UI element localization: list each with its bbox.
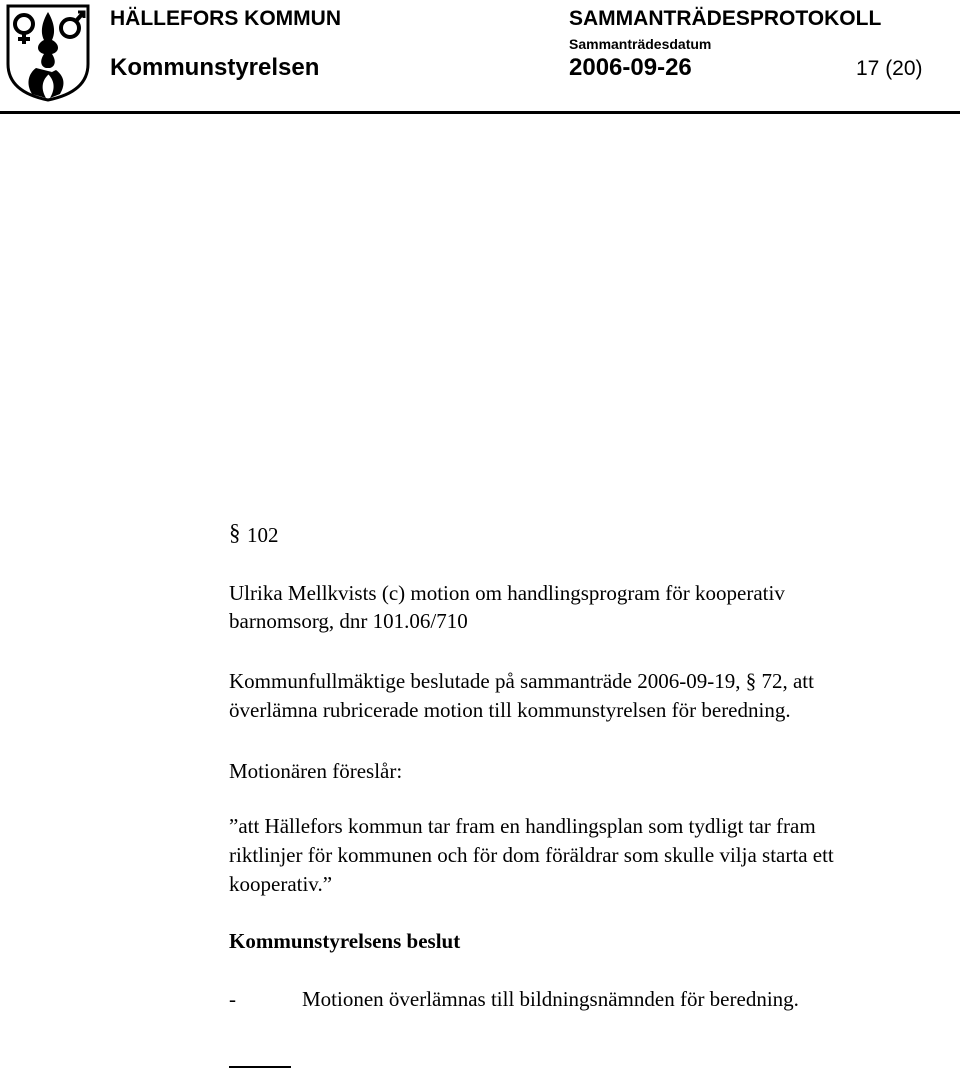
page-number: 17 (20) — [856, 57, 923, 80]
end-rule — [229, 1066, 291, 1068]
organization-name: HÄLLEFORS KOMMUN — [110, 7, 341, 30]
paragraph-sign: § — [229, 520, 241, 545]
municipal-coat-of-arms-logo — [6, 4, 90, 102]
committee-name: Kommunstyrelsen — [110, 54, 320, 81]
header-divider — [0, 111, 960, 114]
decision-heading: Kommunstyrelsens beslut — [229, 929, 461, 953]
background-text-before: Kommunfullmäktige beslutade på sammanträde 2006-09-19, — [229, 669, 741, 693]
item-title-line-1: Ulrika Mellkvists (c) motion om handlingsprogram för kooperativ — [229, 581, 785, 605]
meeting-date-label: Sammanträdesdatum — [569, 36, 712, 52]
proposal-quote-line-3: kooperativ.” — [229, 872, 333, 896]
background-paragraph-line-1 — [229, 668, 814, 695]
meeting-date: 2006-09-26 — [569, 54, 692, 81]
proposal-quote-line-1: ”att Hällefors kommun tar fram en handlingsplan som tydligt tar fram — [229, 814, 816, 838]
paragraph-number: 102 — [247, 523, 279, 547]
paragraph-sign-inline: § — [745, 669, 757, 693]
proposal-intro: Motionären föreslår: — [229, 759, 403, 783]
document-type: SAMMANTRÄDESPROTOKOLL — [569, 7, 882, 30]
background-paragraph-line-2: överlämna rubricerade motion till kommunstyrelsen för beredning. — [229, 698, 791, 722]
decision-bullet: - — [229, 987, 236, 1011]
proposal-quote-line-2: riktlinjer för kommunen och för dom föräldrar som skulle vilja starta ett — [229, 843, 834, 867]
item-title-line-2: barnomsorg, dnr 101.06/710 — [229, 609, 468, 633]
decision-text: Motionen överlämnas till bildningsnämnden för beredning. — [302, 987, 799, 1011]
background-text-after: 72, att — [761, 669, 814, 693]
